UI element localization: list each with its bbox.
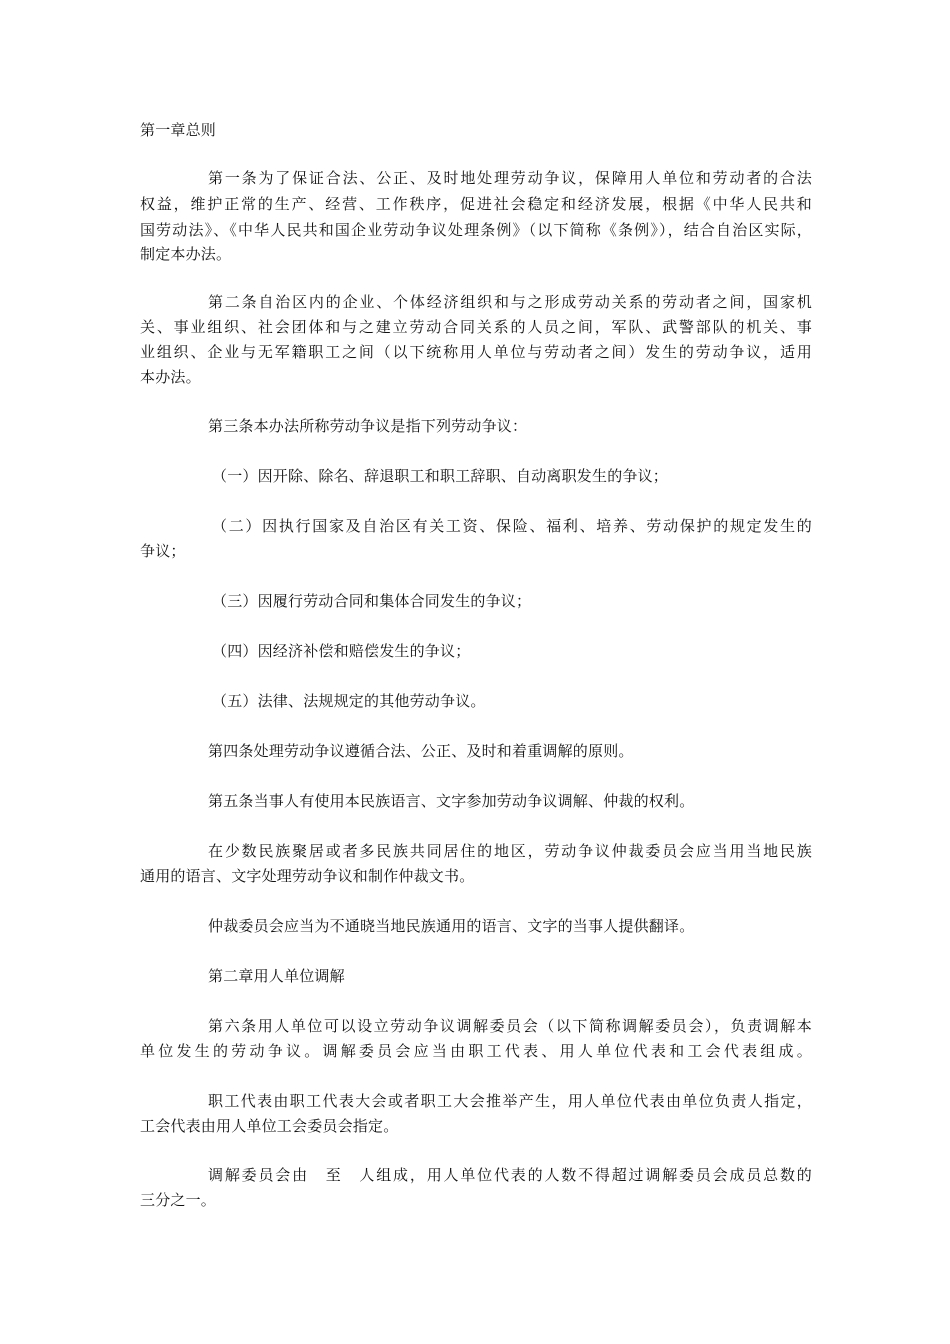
article-1-line-2: 权益，维护正常的生产、经营、工作秩序，促进社会稳定和经济发展，根据《中华人民共和 bbox=[140, 195, 812, 213]
article-1-line-4: 制定本办法。 bbox=[140, 245, 232, 263]
chapter-1-heading: 第一章总则 bbox=[140, 121, 217, 139]
list-item-5: （五）法律、法规规定的其他劳动争议。 bbox=[212, 692, 486, 710]
article-6-paragraph-2-line-1: 职工代表由职工代表大会或者职工大会推举产生，用人单位代表由单位负责人指定， bbox=[208, 1092, 812, 1110]
list-item-3: （三）因履行劳动合同和集体合同发生的争议； bbox=[212, 592, 532, 610]
article-6-line-1: 第六条用人单位可以设立劳动争议调解委员会（以下简称调解委员会），负责调解本 bbox=[208, 1017, 812, 1035]
article-6-line-2: 单位发生的劳动争议。调解委员会应当由职工代表、用人单位代表和工会代表组成。 bbox=[140, 1042, 812, 1060]
article-2-line-2: 关、事业组织、社会团体和与之建立劳动合同关系的人员之间，军队、武警部队的机关、事 bbox=[140, 318, 812, 336]
article-2-line-4: 本办法。 bbox=[140, 368, 201, 386]
article-4: 第四条处理劳动争议遵循合法、公正、及时和着重调解的原则。 bbox=[208, 742, 634, 760]
list-item-2-line-1: （二）因执行国家及自治区有关工资、保险、福利、培养、劳动保护的规定发生的 bbox=[212, 517, 812, 535]
article-6-paragraph-2-line-2: 工会代表由用人单位工会委员会指定。 bbox=[140, 1117, 399, 1135]
article-2-line-1: 第二条自治区内的企业、个体经济组织和与之形成劳动关系的劳动者之间，国家机 bbox=[208, 293, 812, 311]
article-5: 第五条当事人有使用本民族语言、文字参加劳动争议调解、仲裁的权利。 bbox=[208, 792, 695, 810]
chapter-2-heading: 第二章用人单位调解 bbox=[208, 967, 345, 985]
list-item-1: （一）因开除、除名、辞退职工和职工辞职、自动离职发生的争议； bbox=[212, 467, 669, 485]
article-1-line-1: 第一条为了保证合法、公正、及时地处理劳动争议，保障用人单位和劳动者的合法 bbox=[208, 169, 812, 187]
article-5-paragraph-2-line-2: 通用的语言、文字处理劳动争议和制作仲裁文书。 bbox=[140, 867, 475, 885]
article-5-paragraph-2-line-1: 在少数民族聚居或者多民族共同居住的地区，劳动争议仲裁委员会应当用当地民族 bbox=[208, 842, 812, 860]
list-item-2-line-2: 争议； bbox=[140, 542, 186, 560]
article-6-paragraph-3-line-1: 调解委员会由 至 人组成，用人单位代表的人数不得超过调解委员会成员总数的 bbox=[208, 1166, 812, 1184]
article-5-paragraph-3: 仲裁委员会应当为不通晓当地民族通用的语言、文字的当事人提供翻译。 bbox=[208, 917, 695, 935]
article-6-paragraph-3-line-2: 三分之一。 bbox=[140, 1191, 217, 1209]
article-3: 第三条本办法所称劳动争议是指下列劳动争议： bbox=[208, 417, 528, 435]
article-1-line-3: 国劳动法》、《中华人民共和国企业劳动争议处理条例》（以下简称《条例》），结合自治区实际， bbox=[140, 221, 812, 239]
article-2-line-3: 业组织、企业与无军籍职工之间（以下统称用人单位与劳动者之间）发生的劳动争议，适用 bbox=[140, 343, 812, 361]
list-item-4: （四）因经济补偿和赔偿发生的争议； bbox=[212, 642, 471, 660]
